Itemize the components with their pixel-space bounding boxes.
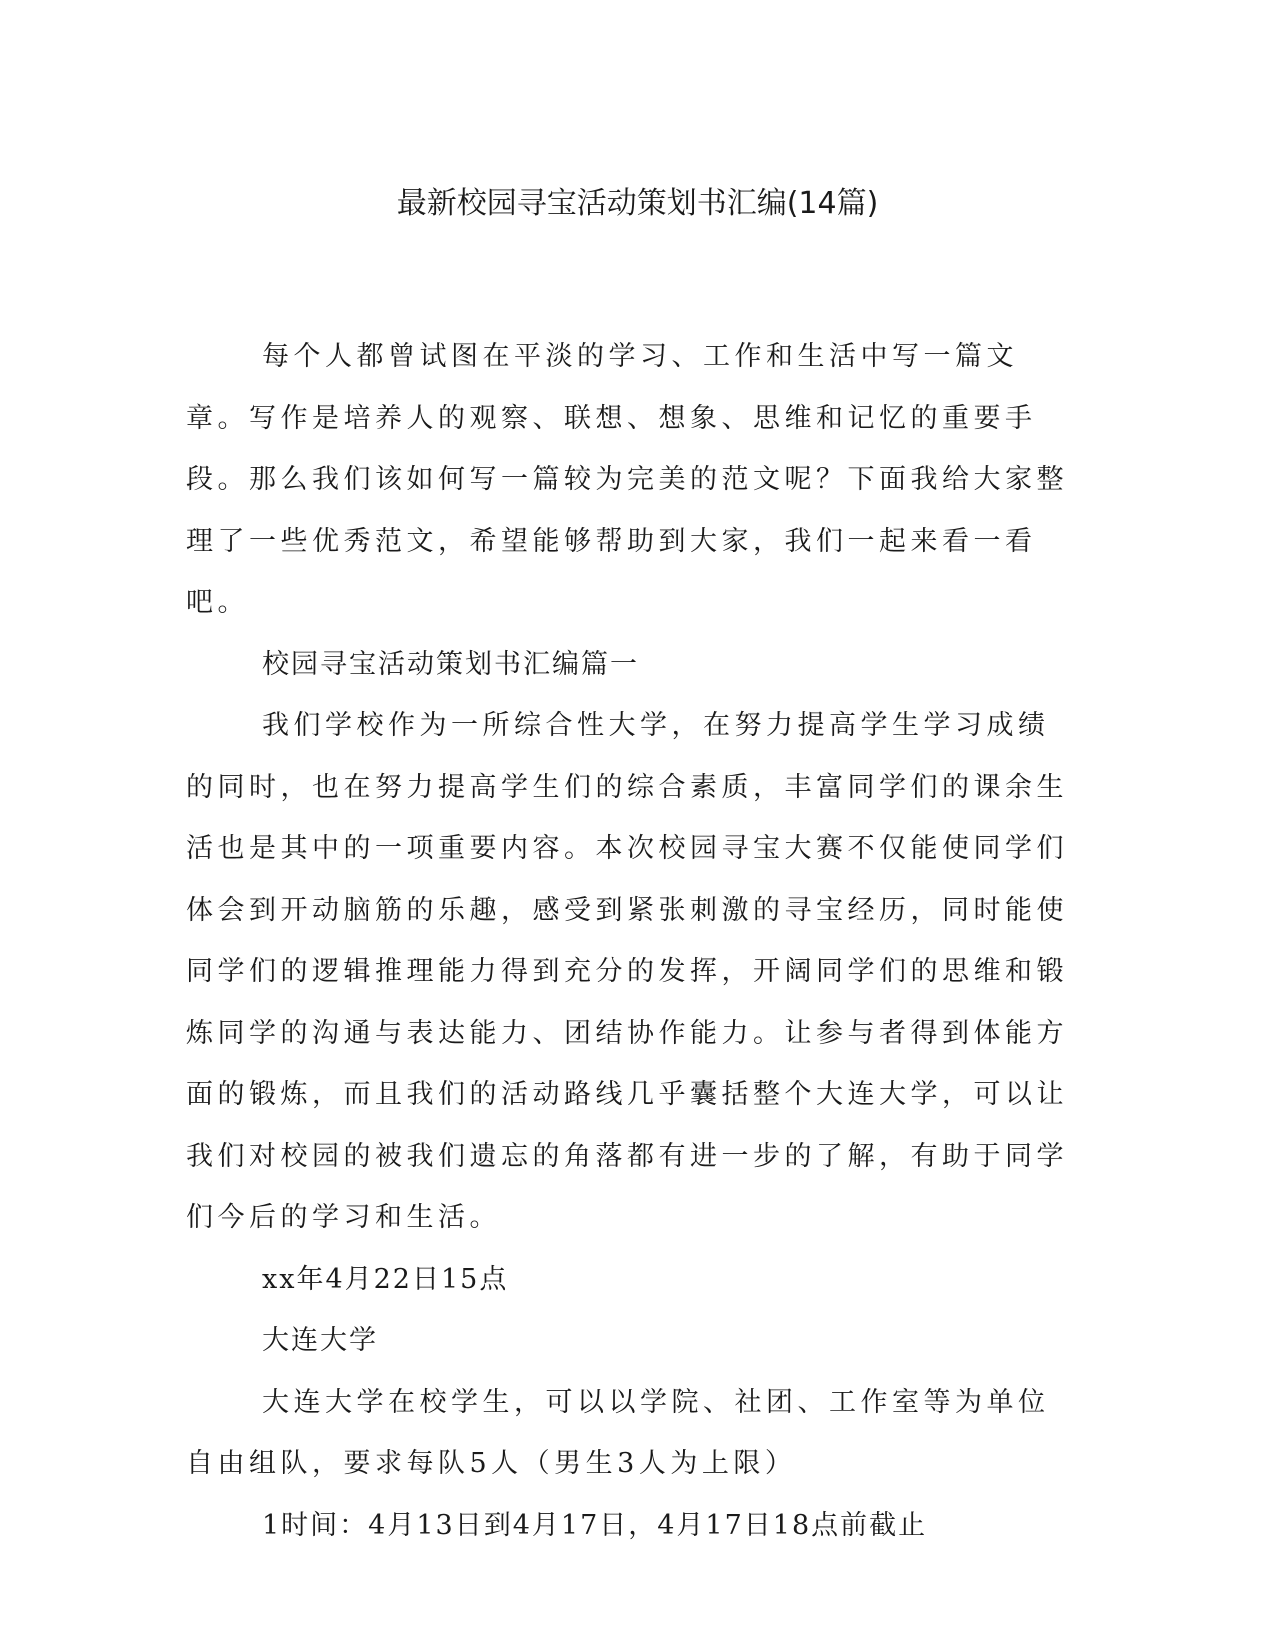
paragraph-time: xx年4月22日15点 (262, 1263, 509, 1295)
section-heading: 校园寻宝活动策划书汇编篇一 (262, 648, 639, 680)
paragraph-location: 大连大学 (262, 1325, 378, 1356)
paragraph-background: 我们学校作为一所综合性大学，在努力提高学生学习成绩的同时，也在努力提高学生们的综合素质，丰富同学们的课余生活也是其中的一项重要内容。本次校园寻宝大赛不仅能使同学们体会到开动脑筋的乐趣，感受到紧张刺激的寻宝经历，同时能使同学们的逻辑推理能力得到充分的发挥，开阔同学们的思维和锻炼同学的沟通与表达能力、团结协作能力。让参与者得到体能方面的锻炼，而且我们的活动路线几乎囊括整个大连大学，可以让我们对校园的被我们遗忘的角落都有进一步的了解，有助于同学们今后的学习和生活。 (186, 710, 1068, 1233)
paragraph-registration: 1时间：4月13日到4月17日，4月17日18点前截止 (262, 1509, 928, 1541)
document-body (186, 326, 1078, 1556)
paragraph-intro: 每个人都曾试图在平淡的学习、工作和生活中写一篇文章。写作是培养人的观察、联想、想象、思维和记忆的重要手段。那么我们该如何写一篇较为完美的范文呢？下面我给大家整理了一些优秀范文，希望能够帮助到大家，我们一起来看一看吧。 (186, 341, 1068, 618)
paragraph-participants: 大连大学在校学生，可以以学院、社团、工作室等为单位自由组队，要求每队5人（男生3人为上限） (186, 1386, 1050, 1479)
document-title: 最新校园寻宝活动策划书汇编(14篇) (396, 186, 879, 221)
